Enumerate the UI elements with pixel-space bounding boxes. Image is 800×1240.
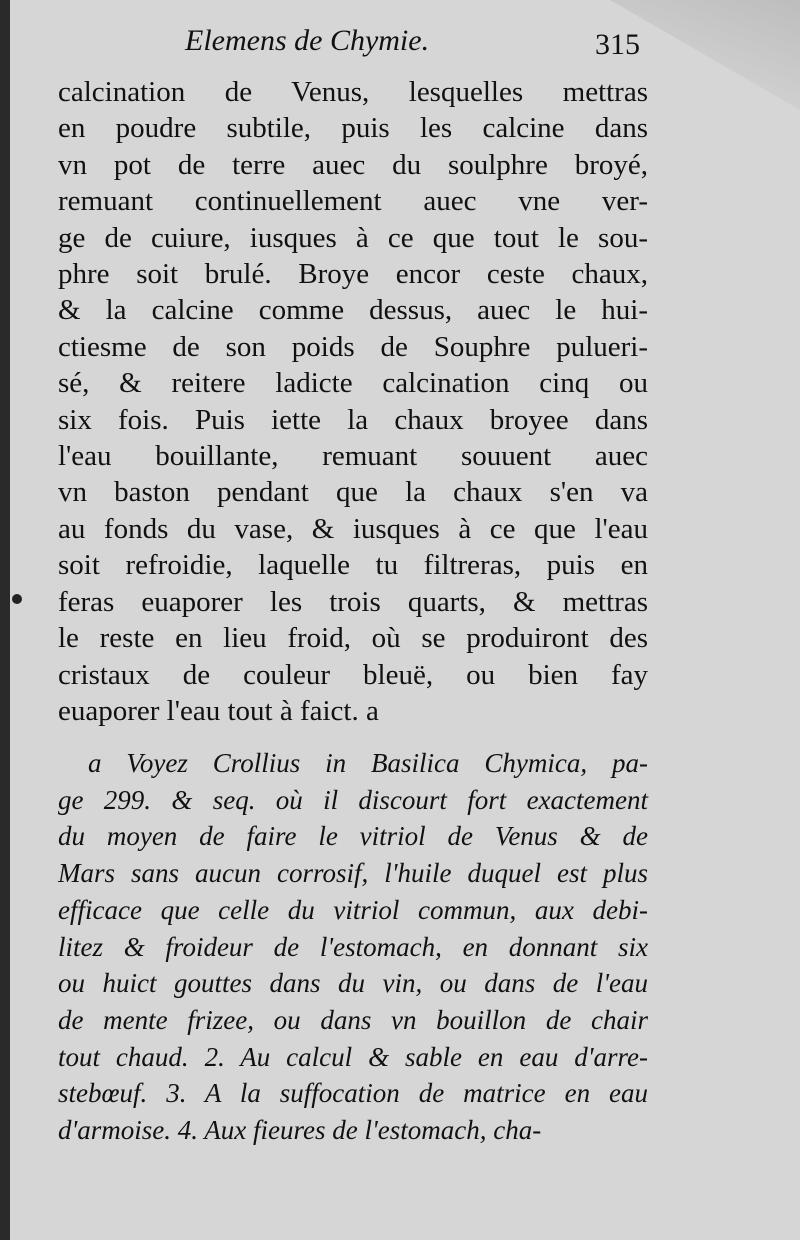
page-number: 315 [595,28,640,61]
note-line: du moyen de faire le vitriol de Venus & de [58,821,648,852]
note-line: de mente frizee, ou dans vn bouillon de chair [58,1004,648,1035]
text-line: soit refroidie, laquelle tu filtreras, puis en [58,549,648,582]
note-line: ge 299. & seq. où il discourt fort exactement [58,784,648,815]
text-line: ctiesme de son poids de Souphre pulueri- [58,330,648,363]
note-line: Mars sans aucun corrosif, l'huile duquel est plus [58,858,648,889]
text-line: ge de cuiure, iusques à ce que tout le sou- [58,221,648,254]
text-line: phre soit brulé. Broye encor ceste chaux, [58,258,648,291]
text-line: calcination de Venus, lesquelles mettras [58,76,648,108]
text-line: six fois. Puis iette la chaux broyee dans [58,403,648,436]
text-line: vn baston pendant que la chaux s'en va [58,476,648,509]
text-line: remuant continuellement auec vne ver- [58,185,648,218]
note-line: stebœuf. 3. A la suffocation de matrice en eau [58,1078,648,1109]
text-line: sé, & reitere ladicte calcination cinq ou [58,367,648,400]
text-line: euaporer l'eau tout à faict. a [58,694,379,727]
main-text [58,74,648,729]
note-line: efficace que celle du vitriol commun, aux debi- [58,894,648,925]
note-line: tout chaud. 2. Au calcul & sable en eau d'arre- [58,1041,648,1072]
book-page [10,0,800,1240]
text-line: l'eau bouillante, remuant souuent auec [58,440,648,473]
text-line: au fonds du vase, & iusques à ce que l'eau [58,512,648,545]
note-line: d'armoise. 4. Aux fieures de l'estomach, cha- [58,1115,542,1146]
text-line: cristaux de couleur bleuë, ou bien fay [58,658,648,691]
text-line: le reste en lieu froid, où se produiront des [58,622,648,655]
running-head: Elemens de Chymie. [185,24,430,57]
note-line: a Voyez Crollius in Basilica Chymica, pa- [88,748,648,778]
text-line: & la calcine comme dessus, auec le hui- [58,294,648,327]
text-line: en poudre subtile, puis les calcine dans [58,112,648,145]
text-line: vn pot de terre auec du soulphre broyé, [58,148,648,181]
note-line: ou huict gouttes dans du vin, ou dans de l'eau [58,968,648,999]
footnote [58,745,648,1149]
note-line: litez & froideur de l'estomach, en donnant six [58,931,648,962]
text-line: feras euaporer les trois quarts, & mettras [58,585,648,618]
ink-spot [12,594,22,604]
